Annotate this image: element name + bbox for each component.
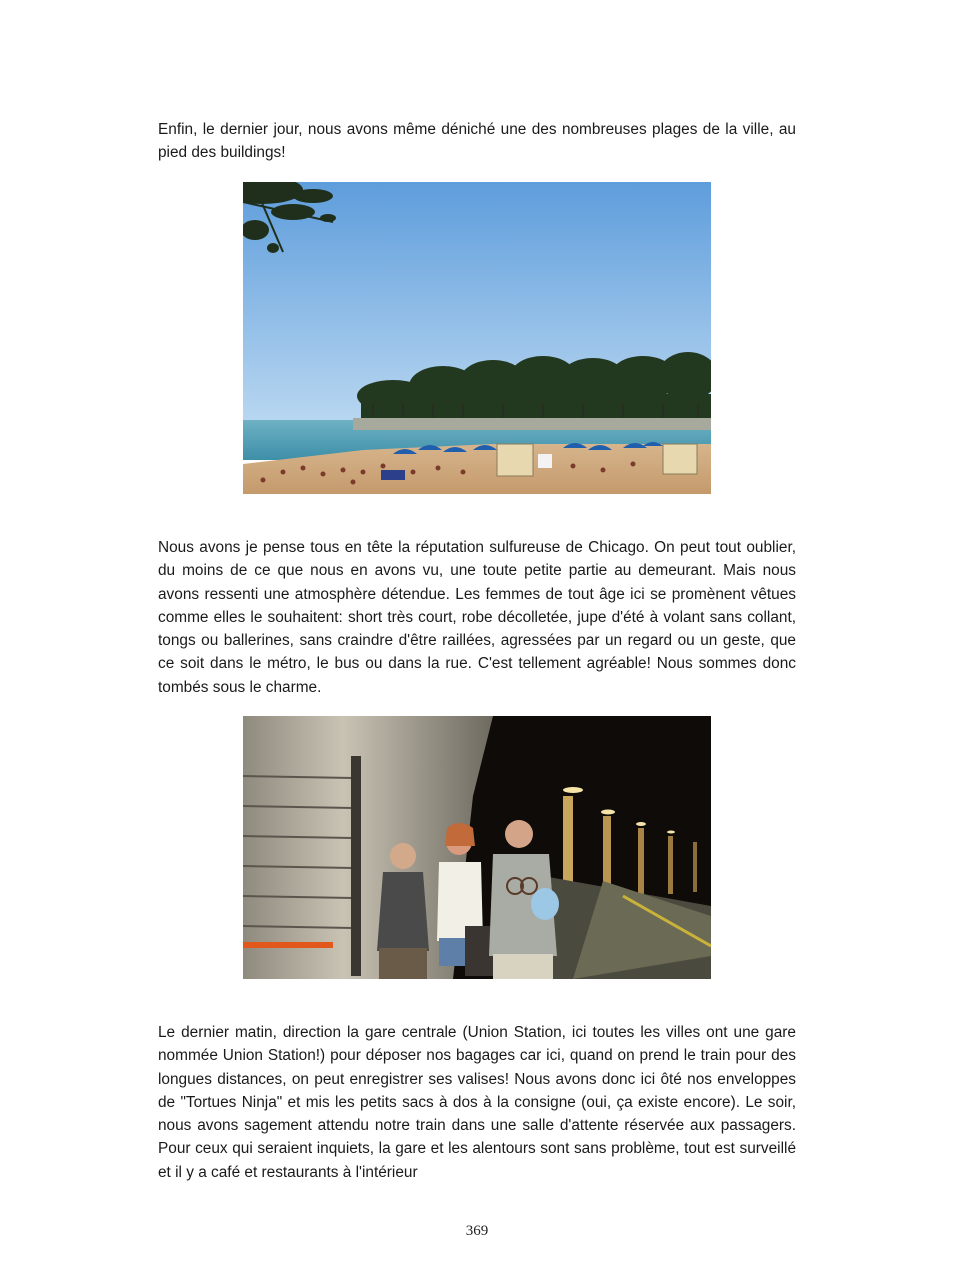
page-number: 369	[465, 1223, 489, 1239]
station-illustration	[243, 716, 711, 979]
beach-illustration	[243, 182, 711, 494]
photo-union-station-family	[243, 716, 711, 979]
train-red-light	[243, 942, 333, 948]
breakwater	[353, 418, 711, 430]
paragraph-beach-intro: Enfin, le dernier jour, nous avons même déniché une des nombreuses plages de la ville, au pied des buildings!	[158, 121, 796, 162]
photo-chicago-beach	[243, 182, 711, 494]
train-door-edge	[351, 756, 361, 976]
paragraph-union-station: Le dernier matin, direction la gare centrale (Union Station, ici toutes les villes ont une gare nommée Union Station!) pour déposer nos bagages car ici, quand on prend le train pour des longues distances, on peut enregistrer ses valises! Nous avons donc ici ôté nos enveloppes de "Tortues Ninja" et mis les petits sacs à dos à la consigne (oui, ça existe encore). Le soir, nous avons sagement attendu notre train dans une salle d'attente réservée aux passagers. Pour ceux qui seraient inquiets, la gare et les alentours sont sans problème, tout est surveillé et il y a café et restaurants à l'intérieur	[158, 1024, 796, 1181]
beach-hut-right	[663, 444, 697, 474]
paragraph-chicago-atmosphere: Nous avons je pense tous en tête la réputation sulfureuse de Chicago. On peut tout oublier, du moins de ce que nous en avons vu, une toute petite partie au demeurant. Mais nous avons ressenti une atmosphère détendue. Les femmes de tout âge ici se promènent vêtues comme elles le souhaitent: short très court, robe décolletée, jupe d'été à volant sans collant, tongs ou ballerines, sans craindre d'être raillées, agressées par un regard ou un geste, que ce soit dans le métro, le bus ou dans la rue. C'est tellement agréable! Nous sommes donc tombés sous le charme.	[158, 539, 796, 696]
beach-hut-left	[497, 444, 533, 476]
sign-board	[538, 454, 552, 468]
blue-cooler	[381, 470, 405, 480]
